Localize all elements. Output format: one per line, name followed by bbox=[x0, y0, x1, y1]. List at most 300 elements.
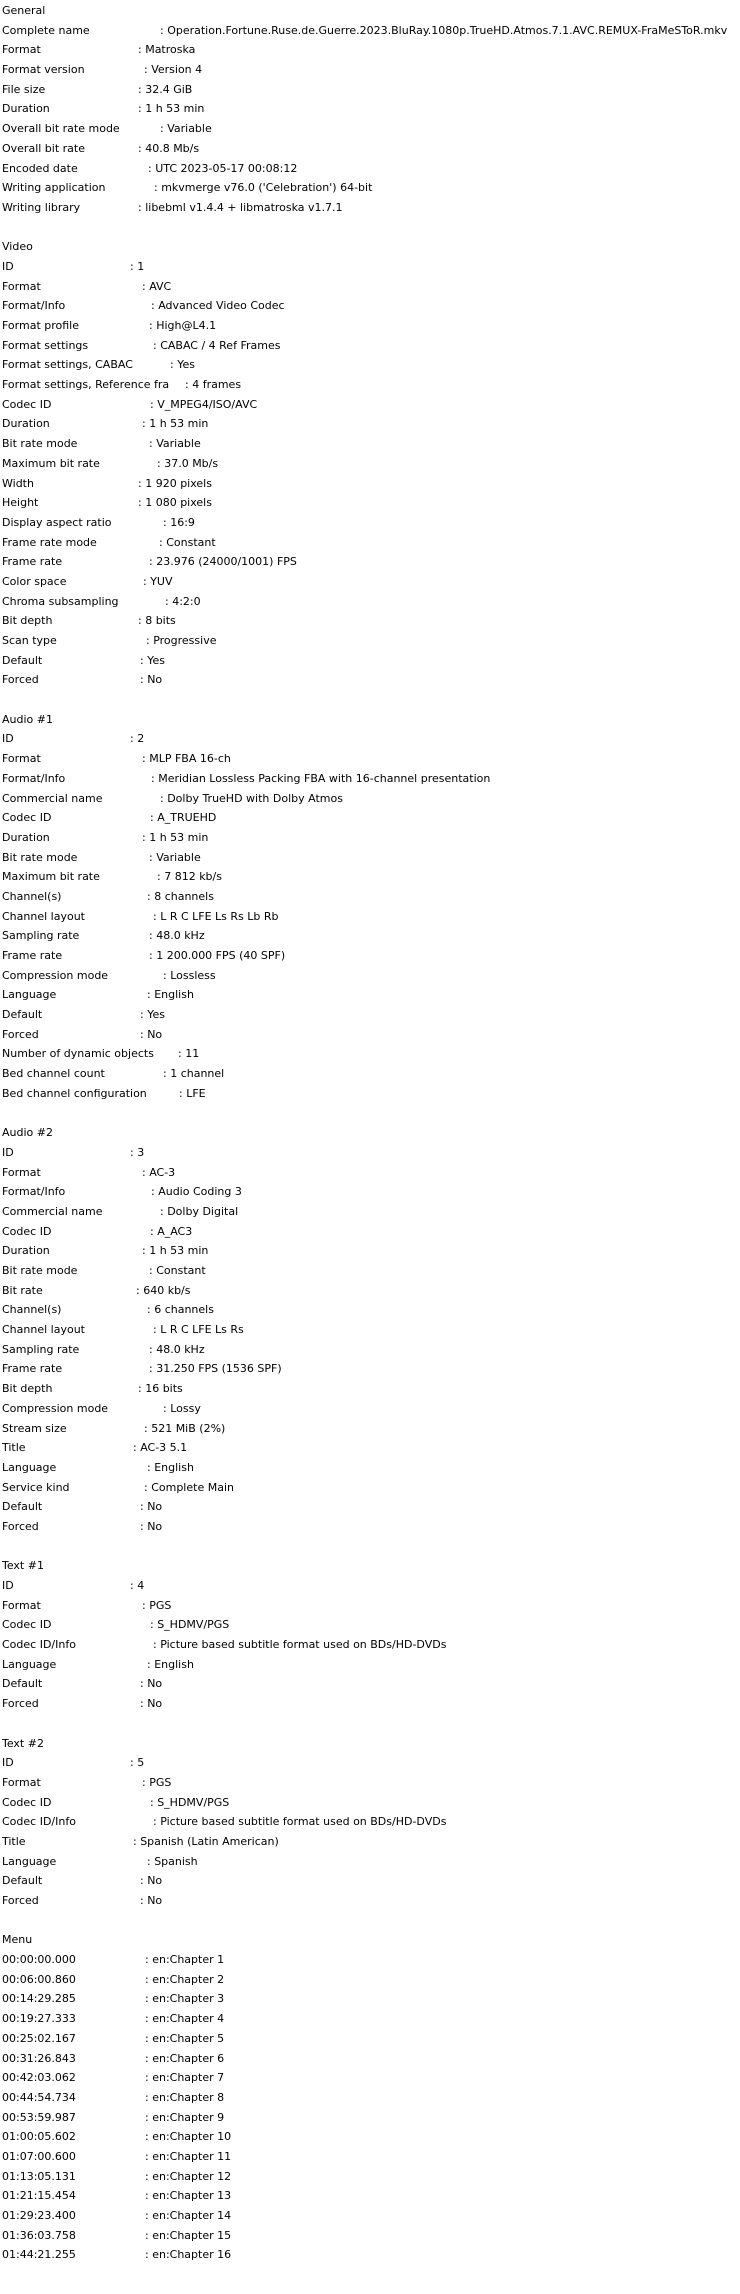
info-row bbox=[2, 867, 738, 887]
field-value: : S_HDMV/PGS bbox=[150, 1795, 230, 1809]
field-value: : 1 920 pixels bbox=[138, 476, 212, 490]
info-row bbox=[2, 277, 738, 297]
field-label: Forced bbox=[2, 1894, 39, 1907]
info-row bbox=[2, 434, 738, 454]
field-value: : No bbox=[140, 673, 163, 687]
info-row bbox=[2, 1478, 738, 1498]
field-label: Format bbox=[2, 1775, 41, 1789]
field-label: Bit depth bbox=[2, 614, 53, 628]
field-value: : en:Chapter 13 bbox=[145, 2189, 232, 2203]
info-row bbox=[2, 572, 738, 592]
info-row bbox=[2, 1163, 738, 1183]
field-value: : LFE bbox=[179, 1086, 206, 1100]
field-value: : Matroska bbox=[138, 43, 196, 57]
section-spacer bbox=[2, 1714, 738, 1734]
info-row bbox=[2, 2127, 738, 2147]
field-label: Chroma subsampling bbox=[2, 594, 119, 608]
field-value: : L R C LFE Ls Rs bbox=[153, 1323, 244, 1337]
field-value: : Constant bbox=[149, 1264, 206, 1277]
field-label: ID bbox=[2, 732, 14, 746]
info-row bbox=[2, 651, 738, 671]
field-label: 00:44:54.734 bbox=[2, 2090, 76, 2104]
field-label: Format/Info bbox=[2, 1185, 66, 1199]
field-label: 00:14:29.285 bbox=[2, 1992, 76, 2006]
field-label: Compression mode bbox=[2, 968, 109, 982]
field-value: : en:Chapter 11 bbox=[145, 2149, 232, 2163]
field-label: Default bbox=[2, 1500, 43, 1514]
field-value: : Advanced Video Codec bbox=[151, 299, 285, 313]
field-label: Channel layout bbox=[2, 909, 85, 923]
section-title-text-2: Text #2 bbox=[2, 1736, 44, 1750]
info-row bbox=[2, 336, 738, 356]
info-row bbox=[2, 2068, 738, 2088]
field-label: Maximum bit rate bbox=[2, 456, 100, 470]
field-label: 01:44:21.255 bbox=[2, 2248, 76, 2262]
field-label: Forced bbox=[2, 1697, 39, 1711]
field-value: : 32.4 GiB bbox=[138, 82, 193, 96]
info-row bbox=[2, 1497, 738, 1517]
field-value: : 6 channels bbox=[147, 1303, 214, 1317]
field-value: : Picture based subtitle format used on BDs/HD-DVDs bbox=[153, 1815, 447, 1829]
field-value: : en:Chapter 10 bbox=[145, 2130, 232, 2144]
field-label: Language bbox=[2, 1854, 57, 1868]
field-label: Forced bbox=[2, 1519, 39, 1533]
info-row bbox=[2, 1241, 738, 1261]
info-row bbox=[2, 1261, 738, 1281]
field-value: : Version 4 bbox=[144, 63, 203, 77]
info-row bbox=[2, 40, 738, 60]
field-label: Bed channel configuration bbox=[2, 1086, 147, 1100]
field-label: Encoded date bbox=[2, 161, 78, 175]
field-label: Format bbox=[2, 1598, 41, 1612]
field-label: Frame rate bbox=[2, 555, 63, 569]
section-spacer bbox=[2, 690, 738, 710]
field-value: : Dolby TrueHD with Dolby Atmos bbox=[160, 791, 343, 805]
field-value: : Meridian Lossless Packing FBA with 16-channel presentation bbox=[151, 771, 491, 785]
field-value: : 48.0 kHz bbox=[149, 929, 205, 943]
info-row bbox=[2, 1182, 738, 1202]
info-row bbox=[2, 2009, 738, 2029]
field-label: Language bbox=[2, 1657, 57, 1671]
field-label: Bit rate mode bbox=[2, 437, 78, 451]
info-row bbox=[2, 552, 738, 572]
field-value: : en:Chapter 15 bbox=[145, 2228, 232, 2242]
field-value: : L R C LFE Ls Rs Lb Rb bbox=[153, 909, 279, 923]
field-label: Title bbox=[2, 1441, 26, 1455]
field-label: Height bbox=[2, 496, 39, 510]
info-row bbox=[2, 729, 738, 749]
field-value: : English bbox=[147, 1460, 194, 1474]
field-value: : en:Chapter 14 bbox=[145, 2209, 232, 2222]
field-label: Format bbox=[2, 279, 41, 293]
field-label: ID bbox=[2, 1756, 14, 1770]
info-row bbox=[2, 966, 738, 986]
info-row bbox=[2, 1832, 738, 1852]
field-value: : Spanish (Latin American) bbox=[133, 1834, 279, 1848]
info-row bbox=[2, 119, 738, 139]
field-value: : PGS bbox=[142, 1598, 172, 1612]
field-label: Compression mode bbox=[2, 1401, 109, 1415]
field-label: Codec ID bbox=[2, 397, 52, 411]
field-label: Codec ID bbox=[2, 811, 52, 825]
section-spacer bbox=[2, 1537, 738, 1557]
info-row bbox=[2, 493, 738, 513]
field-label: 00:31:26.843 bbox=[2, 2051, 76, 2065]
field-value: : en:Chapter 5 bbox=[145, 2031, 225, 2045]
field-value: : en:Chapter 6 bbox=[145, 2051, 225, 2065]
field-value: : No bbox=[140, 1874, 163, 1888]
info-row bbox=[2, 80, 738, 100]
info-row bbox=[2, 1202, 738, 1222]
field-label: 00:00:00.000 bbox=[2, 1953, 76, 1967]
info-row bbox=[2, 139, 738, 159]
field-value: : No bbox=[140, 1677, 163, 1691]
field-value: : 11 bbox=[178, 1047, 200, 1061]
field-value: : PGS bbox=[142, 1775, 172, 1789]
field-label: Codec ID/Info bbox=[2, 1638, 76, 1652]
field-value: : A_TRUEHD bbox=[150, 811, 217, 825]
field-label: Frame rate bbox=[2, 1362, 63, 1376]
field-value: : Spanish bbox=[147, 1854, 198, 1868]
field-label: Default bbox=[2, 1677, 43, 1691]
info-row bbox=[2, 1222, 738, 1242]
field-label: Format bbox=[2, 43, 41, 57]
field-value: : 4 frames bbox=[185, 378, 242, 392]
info-row bbox=[2, 1438, 738, 1458]
info-row bbox=[2, 1419, 738, 1439]
field-value: : 4:2:0 bbox=[165, 594, 201, 608]
field-label: Codec ID bbox=[2, 1224, 52, 1238]
field-label: Maximum bit rate bbox=[2, 870, 100, 884]
field-value: : Progressive bbox=[146, 634, 217, 647]
field-value: : Yes bbox=[170, 358, 195, 372]
field-label: Format bbox=[2, 752, 41, 766]
field-label: Overall bit rate mode bbox=[2, 122, 120, 136]
field-value: : 8 channels bbox=[147, 889, 214, 903]
info-row bbox=[2, 1084, 738, 1104]
field-value: : No bbox=[140, 1697, 163, 1711]
info-row bbox=[2, 1950, 738, 1970]
field-value: : 40.8 Mb/s bbox=[138, 141, 200, 155]
field-value: : English bbox=[147, 1657, 194, 1671]
info-row bbox=[2, 769, 738, 789]
field-value: : 1 h 53 min bbox=[142, 830, 209, 844]
info-row bbox=[2, 2167, 738, 2187]
field-value: : 23.976 (24000/1001) FPS bbox=[149, 555, 297, 569]
field-value: : libebml v1.4.4 + libmatroska v1.7.1 bbox=[138, 200, 343, 214]
field-value: : 37.0 Mb/s bbox=[157, 456, 219, 470]
info-row bbox=[2, 749, 738, 769]
field-value: : 1 channel bbox=[163, 1067, 225, 1081]
field-label: File size bbox=[2, 82, 46, 96]
field-value: : Dolby Digital bbox=[160, 1204, 239, 1218]
info-row bbox=[2, 907, 738, 927]
info-row bbox=[2, 60, 738, 80]
info-row bbox=[2, 789, 738, 809]
field-value: : Audio Coding 3 bbox=[151, 1185, 242, 1199]
info-row bbox=[2, 414, 738, 434]
section-title-general: General bbox=[2, 4, 46, 17]
field-value: : 521 MiB (2%) bbox=[144, 1421, 226, 1435]
info-row bbox=[2, 670, 738, 690]
field-label: Default bbox=[2, 1874, 43, 1888]
info-row bbox=[2, 355, 738, 375]
info-row bbox=[2, 1891, 738, 1911]
info-row bbox=[2, 1576, 738, 1596]
field-label: Duration bbox=[2, 417, 50, 431]
field-value: : 3 bbox=[130, 1145, 145, 1159]
info-row bbox=[2, 1694, 738, 1714]
field-label: Frame rate mode bbox=[2, 535, 97, 549]
field-value: : 1 200.000 FPS (40 SPF) bbox=[149, 949, 286, 962]
info-row bbox=[2, 1655, 738, 1675]
field-label: Overall bit rate bbox=[2, 141, 85, 155]
field-value: : en:Chapter 8 bbox=[145, 2090, 225, 2104]
info-row bbox=[2, 1517, 738, 1537]
field-label: Number of dynamic objects bbox=[2, 1047, 154, 1061]
field-value: : en:Chapter 16 bbox=[145, 2248, 232, 2262]
info-row bbox=[2, 1281, 738, 1301]
info-row bbox=[2, 296, 738, 316]
field-value: : V_MPEG4/ISO/AVC bbox=[150, 397, 258, 411]
field-label: Sampling rate bbox=[2, 1342, 80, 1356]
field-value: : Picture based subtitle format used on BDs/HD-DVDs bbox=[153, 1638, 447, 1652]
info-row bbox=[2, 1596, 738, 1616]
field-label: 01:13:05.131 bbox=[2, 2169, 76, 2183]
field-value: : en:Chapter 4 bbox=[145, 2012, 225, 2026]
field-label: 01:29:23.400 bbox=[2, 2209, 76, 2222]
info-row bbox=[2, 985, 738, 1005]
info-row bbox=[2, 1852, 738, 1872]
section-spacer bbox=[2, 218, 738, 238]
field-label: Width bbox=[2, 476, 34, 490]
field-label: Sampling rate bbox=[2, 929, 80, 943]
section-spacer bbox=[2, 1104, 738, 1124]
field-label: Channel(s) bbox=[2, 1303, 62, 1317]
field-label: Format/Info bbox=[2, 771, 66, 785]
info-row bbox=[2, 1674, 738, 1694]
info-row bbox=[2, 1320, 738, 1340]
info-row bbox=[2, 99, 738, 119]
field-value: : Yes bbox=[140, 653, 165, 667]
info-row bbox=[2, 316, 738, 336]
info-row bbox=[2, 2108, 738, 2128]
field-value: : AVC bbox=[142, 279, 172, 293]
section-title-audio-1: Audio #1 bbox=[2, 712, 53, 726]
info-row bbox=[2, 848, 738, 868]
info-row bbox=[2, 178, 738, 198]
field-value: : en:Chapter 2 bbox=[145, 1972, 225, 1986]
info-row bbox=[2, 198, 738, 218]
info-row bbox=[2, 1812, 738, 1832]
field-value: : mkvmerge v76.0 ('Celebration') 64-bit bbox=[154, 181, 373, 195]
field-value: : 8 bits bbox=[138, 614, 176, 628]
field-label: 00:06:00.860 bbox=[2, 1972, 76, 1986]
info-row bbox=[2, 1773, 738, 1793]
info-row bbox=[2, 2226, 738, 2246]
field-label: Format bbox=[2, 1165, 41, 1179]
info-row bbox=[2, 257, 738, 277]
field-value: : Lossy bbox=[163, 1401, 201, 1415]
info-row bbox=[2, 2049, 738, 2069]
info-row bbox=[2, 513, 738, 533]
info-row bbox=[2, 631, 738, 651]
field-value: : 1 080 pixels bbox=[138, 496, 212, 510]
field-label: Codec ID bbox=[2, 1618, 52, 1632]
field-value: : High@L4.1 bbox=[149, 319, 217, 332]
field-label: 01:36:03.758 bbox=[2, 2228, 76, 2242]
field-label: Format version bbox=[2, 63, 85, 77]
field-value: : Operation.Fortune.Ruse.de.Guerre.2023.BluRay.1080p.TrueHD.Atmos.7.1.AVC.REMUX-FraMeSToR.mkv bbox=[160, 23, 728, 37]
info-row bbox=[2, 828, 738, 848]
field-label: Bit rate mode bbox=[2, 1264, 78, 1277]
field-value: : AC-3 bbox=[142, 1165, 176, 1179]
field-value: : YUV bbox=[143, 574, 173, 588]
info-row bbox=[2, 1064, 738, 1084]
info-row bbox=[2, 159, 738, 179]
info-row bbox=[2, 474, 738, 494]
field-value: : MLP FBA 16-ch bbox=[142, 752, 231, 766]
info-row bbox=[2, 1005, 738, 1025]
info-row bbox=[2, 1635, 738, 1655]
field-value: : 1 h 53 min bbox=[142, 417, 209, 431]
info-row bbox=[2, 1615, 738, 1635]
field-value: : Variable bbox=[149, 437, 201, 451]
info-row bbox=[2, 2206, 738, 2226]
field-value: : 640 kb/s bbox=[136, 1283, 191, 1297]
field-label: Writing application bbox=[2, 181, 106, 195]
field-label: 00:53:59.987 bbox=[2, 2110, 76, 2124]
field-label: Scan type bbox=[2, 634, 57, 647]
info-row bbox=[2, 21, 738, 41]
field-label: Commercial name bbox=[2, 791, 103, 805]
field-value: : No bbox=[140, 1027, 163, 1041]
info-row bbox=[2, 1793, 738, 1813]
field-label: Format settings, Reference fra bbox=[2, 378, 170, 392]
field-value: : Complete Main bbox=[144, 1480, 234, 1494]
info-row bbox=[2, 926, 738, 946]
field-value: : CABAC / 4 Ref Frames bbox=[153, 338, 281, 352]
info-row bbox=[2, 611, 738, 631]
field-label: Bed channel count bbox=[2, 1067, 105, 1081]
field-value: : 7 812 kb/s bbox=[157, 870, 222, 884]
field-value: : 1 h 53 min bbox=[142, 1244, 209, 1258]
field-label: Language bbox=[2, 988, 57, 1002]
field-value: : en:Chapter 3 bbox=[145, 1992, 225, 2006]
field-value: : en:Chapter 9 bbox=[145, 2110, 225, 2124]
field-value: : 48.0 kHz bbox=[149, 1342, 205, 1356]
field-value: : 31.250 FPS (1536 SPF) bbox=[149, 1362, 282, 1376]
info-row bbox=[2, 1871, 738, 1891]
field-label: 01:07:00.600 bbox=[2, 2149, 76, 2163]
info-row bbox=[2, 395, 738, 415]
field-label: 00:42:03.062 bbox=[2, 2071, 76, 2085]
field-label: Forced bbox=[2, 1027, 39, 1041]
info-row bbox=[2, 375, 738, 395]
field-label: ID bbox=[2, 259, 14, 273]
field-label: 01:21:15.454 bbox=[2, 2189, 76, 2203]
field-label: Writing library bbox=[2, 200, 81, 214]
info-row bbox=[2, 2088, 738, 2108]
field-value: : English bbox=[147, 988, 194, 1002]
info-row bbox=[2, 1753, 738, 1773]
field-value: : en:Chapter 12 bbox=[145, 2169, 232, 2183]
info-row bbox=[2, 592, 738, 612]
info-row bbox=[2, 1300, 738, 1320]
info-row bbox=[2, 1044, 738, 1064]
section-spacer bbox=[2, 1911, 738, 1931]
field-value: : No bbox=[140, 1894, 163, 1907]
field-label: 00:25:02.167 bbox=[2, 2031, 76, 2045]
field-label: Complete name bbox=[2, 23, 90, 37]
field-value: : Constant bbox=[159, 535, 216, 549]
field-value: : No bbox=[140, 1519, 163, 1533]
field-value: : UTC 2023-05-17 00:08:12 bbox=[148, 161, 298, 175]
field-label: Bit rate mode bbox=[2, 850, 78, 864]
field-label: Service kind bbox=[2, 1480, 70, 1494]
field-value: : Variable bbox=[160, 122, 212, 136]
field-label: Format profile bbox=[2, 319, 80, 332]
field-value: : AC-3 5.1 bbox=[133, 1441, 188, 1455]
info-row bbox=[2, 808, 738, 828]
section-title-menu: Menu bbox=[2, 1933, 33, 1947]
field-label: Duration bbox=[2, 1244, 50, 1258]
field-label: Commercial name bbox=[2, 1204, 103, 1218]
field-label: Codec ID bbox=[2, 1795, 52, 1809]
section-title-text-1: Text #1 bbox=[2, 1559, 44, 1573]
field-value: : 4 bbox=[130, 1579, 145, 1592]
info-row bbox=[2, 1970, 738, 1990]
field-label: Default bbox=[2, 653, 43, 667]
info-row bbox=[2, 1359, 738, 1379]
section-title-audio-2: Audio #2 bbox=[2, 1126, 53, 1140]
info-row bbox=[2, 1379, 738, 1399]
info-row bbox=[2, 1340, 738, 1360]
info-row bbox=[2, 2186, 738, 2206]
field-label: Color space bbox=[2, 574, 67, 588]
field-value: : 16 bits bbox=[138, 1382, 183, 1396]
field-label: Forced bbox=[2, 673, 39, 687]
info-row bbox=[2, 1143, 738, 1163]
field-value: : No bbox=[140, 1500, 163, 1514]
field-label: ID bbox=[2, 1579, 14, 1592]
field-label: Format/Info bbox=[2, 299, 66, 313]
field-label: Display aspect ratio bbox=[2, 515, 112, 529]
field-value: : 1 bbox=[130, 259, 145, 273]
field-label: Bit depth bbox=[2, 1382, 53, 1396]
section-title-video: Video bbox=[2, 240, 33, 254]
field-value: : Variable bbox=[149, 850, 201, 864]
field-label: Default bbox=[2, 1008, 43, 1022]
info-row bbox=[2, 2245, 738, 2265]
field-value: : Lossless bbox=[163, 968, 216, 982]
field-value: : 5 bbox=[130, 1756, 145, 1770]
info-row bbox=[2, 887, 738, 907]
field-label: Duration bbox=[2, 102, 50, 116]
field-value: : Yes bbox=[140, 1008, 165, 1022]
field-label: Stream size bbox=[2, 1421, 67, 1435]
field-label: Language bbox=[2, 1460, 57, 1474]
field-value: : en:Chapter 1 bbox=[145, 1953, 225, 1967]
info-row bbox=[2, 1458, 738, 1478]
field-label: Title bbox=[2, 1834, 26, 1848]
info-row bbox=[2, 1399, 738, 1419]
field-label: 00:19:27.333 bbox=[2, 2012, 76, 2026]
field-label: ID bbox=[2, 1145, 14, 1159]
field-label: Codec ID/Info bbox=[2, 1815, 76, 1829]
info-row bbox=[2, 946, 738, 966]
field-value: : 16:9 bbox=[163, 515, 195, 529]
